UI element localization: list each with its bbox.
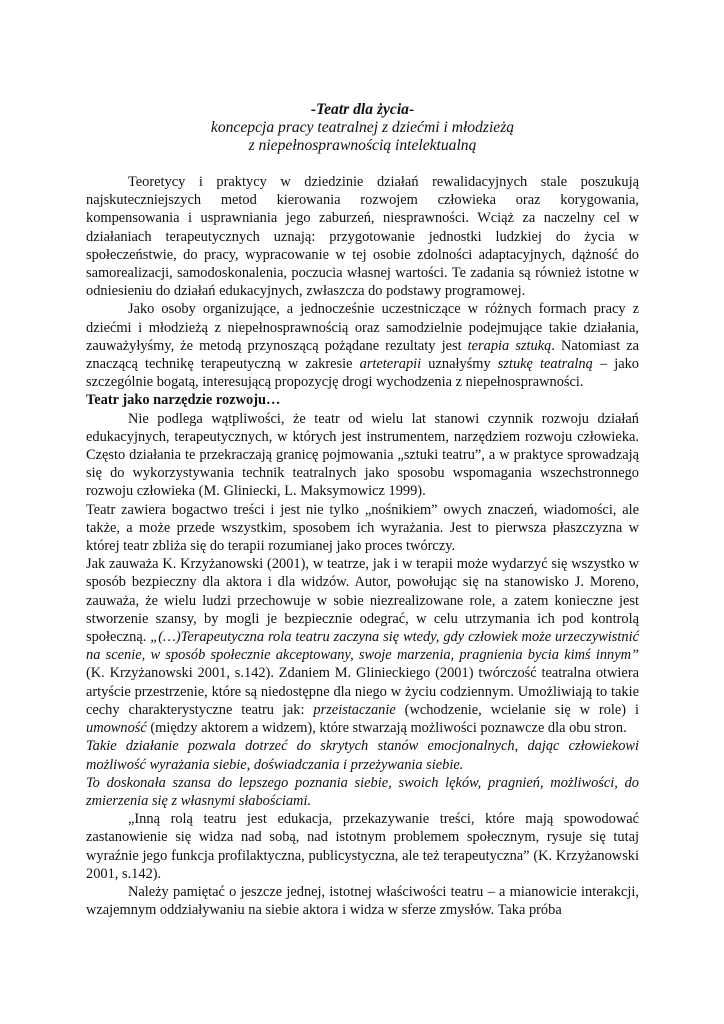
text-span: – jako szczególnie bogatą, interesującą propozycję drogi wychodzenia z niepełnosprawności.	[86, 356, 640, 391]
paragraph-9: Należy pamiętać o jeszcze jednej, istotnej właściwości teatru – a mianowicie interakcji, wzajemnym oddziaływaniu na siebie aktora i widza w sferze zmysłów. Taka próba	[86, 883, 639, 919]
text-span: . Natomiast za znaczącą technikę terapeutyczną w zakresie	[86, 337, 640, 373]
paragraph-1: Teoretycy i praktycy w dziedzinie działań rewalidacyjnych stale poszukują najskuteczniejszych metod kierowania rozwojem człowieka oraz korygowania, kompensowania i usprawniania jego zaburzeń, niesprawności. Wciąż za naczelny cel w działaniach terapeutycznych uznają: przygotowanie jednostki ludzkiej do życia w społeczeństwie, do pracy, wypracowanie w tej osobie zdolności adaptacyjnych, dążność do samorealizacji, samodoskonalenia, poczucia własnej wartości. Te zadania są również istotne w odniesieniu do działań edukacyjnych, zwłaszcza do podstawy programowej.	[86, 174, 639, 300]
text-span: (K. Krzyżanowski 2001, s.142). Zdaniem M. Glinieckiego (2001) twórczość teatralna otwiera artyście przestrzenie, które są niedostępne dla niego w życiu codziennym. Umożliwiają to takie cechy charakterystyczne teatru jak:	[86, 665, 639, 718]
italic-span: umowność	[86, 720, 147, 737]
paragraph-4: Teatr zawiera bogactwo treści i jest nie tylko „nośnikiem” owych znaczeń, wiadomości, ale także, a może przede wszystkim, sposobem ich wyrażania. Jest to pierwsza płaszczyzna w której teatr zbliża się do terapii rozumianej jako proces twórczy.	[86, 501, 639, 555]
paragraph-8: „Inną rolą teatru jest edukacja, przekazywanie treści, które mają spowodować zastanowienie się widza nad sobą, nad istotnym problemem społecznym, rysuje się tutaj wyraźnie jego funkcja profilaktyczna, publicystyczna, ale też terapeutyczna” (K. Krzyżanowski 2001, s.142).	[86, 811, 639, 882]
title-block	[86, 101, 639, 155]
document-page	[86, 101, 639, 919]
document-title: -Teatr dla życia-	[310, 101, 415, 118]
text-span: (wchodzenie, wcielanie się w role) i	[395, 701, 639, 718]
paragraph-3: Nie podlega wątpliwości, że teatr od wielu lat stanowi czynnik rozwoju działań edukacyjnych, terapeutycznych, w których jest instrumentem, narzędziem rozwoju człowieka. Często działania te przekraczają granicę pojmowania „sztuki teatru”, a w praktyce sprowadzają się do wykorzystywania technik teatralnych jako sposobu wspomagania wszechstronnego rozwoju człowieka (M. Gliniecki, L. Maksymowicz 1999).	[86, 410, 639, 500]
text-span: (między aktorem a widzem), które stwarzają możliwości poznawcze dla obu stron.	[146, 720, 627, 737]
paragraph-7: To doskonała szansa do lepszego poznania siebie, swoich lęków, pragnień, możliwości, do zmierzenia się z własnymi słabościami.	[86, 774, 639, 809]
section-heading: Teatr jako narzędzie rozwoju…	[86, 392, 281, 409]
italic-span: sztukę teatralną	[497, 356, 593, 373]
text-span: Jako osoby organizujące, a jednocześnie uczestniczące w różnych formach pracy z dziećmi i młodzieżą z niepełnosprawnością oraz samodzielnie podejmujące takie działania, zauważyłyśmy, że metodą przynoszącą pożądane rezultaty jest	[86, 301, 639, 354]
paragraph-2	[86, 300, 639, 391]
document-subtitle-line-1: koncepcja pracy teatralnej z dziećmi i młodzieżą	[210, 119, 515, 136]
document-body	[86, 173, 639, 919]
quote-span: „(…)Terapeutyczna rola teatru zaczyna się wtedy, gdy człowiek może urzeczywistnić na scenie, w sposób społecznie akceptowany, swoje marzenia, pragnienia bycia kimś innym”	[86, 629, 639, 664]
text-span: uznałyśmy	[421, 356, 498, 373]
italic-span: arteterapii	[359, 356, 422, 373]
paragraph-6: Takie działanie pozwala dotrzeć do skrytych stanów emocjonalnych, dając człowiekowi możliwość wyrażania siebie, doświadczania i przeżywania siebie.	[86, 738, 639, 773]
italic-span: przeistaczanie	[313, 701, 396, 718]
paragraph-5	[86, 555, 639, 737]
document-subtitle-line-2: z niepełnosprawnością intelektualną	[248, 137, 477, 154]
italic-span: terapia sztuką	[467, 337, 552, 354]
text-span: Jak zauważa K. Krzyżanowski (2001), w teatrze, jak i w terapii może wydarzyć się wszystko w sposób bezpieczny dla aktora i dla widzów. Autor, powołując się na stanowisko J. Moreno, zauważa, że wielu ludzi przechowuje w sobie niezrealizowane role, a zatem konieczne jest stworzenie szansy, by mogli je bezpiecznie odegrać, w celu utrzymania ich pod kontrolą społeczną.	[86, 556, 639, 646]
